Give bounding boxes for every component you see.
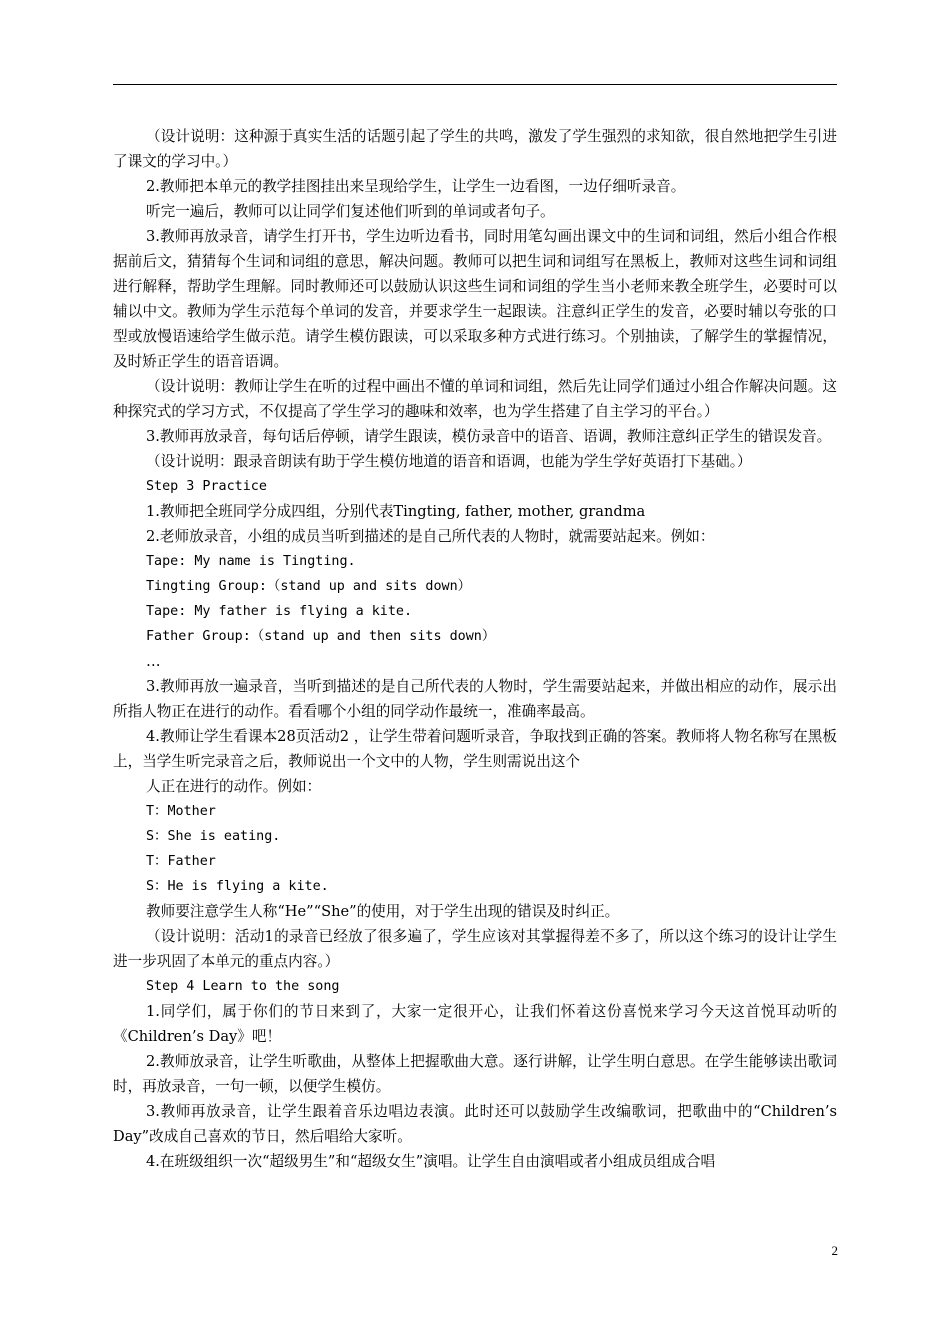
paragraph: 人正在进行的动作。例如： bbox=[146, 778, 322, 795]
paragraph: （设计说明：跟录音朗读有助于学生模仿地道的语音和语调，也能为学生学好英语打下基础。） bbox=[146, 453, 752, 470]
paragraph: 4.教师让学生看课本28页活动2 ，让学生带着问题听录音，争取找到正确的答案。教师将人物名称写在黑板上，当学生听完录音之后，教师说出一个文中的人物，学生则需说出这个 bbox=[113, 728, 837, 770]
paragraph: S：He is flying a kite. bbox=[146, 879, 329, 894]
paragraph: 2.老师放录音，小组的成员当听到描述的是自己所代表的人物时，就需要站起来。例如： bbox=[146, 528, 715, 545]
page-number: 2 bbox=[831, 1243, 838, 1258]
paragraph: Tingting Group:（stand up and sits down） bbox=[146, 579, 472, 594]
header-rule bbox=[113, 84, 837, 85]
paragraph: 3.教师再放一遍录音，当听到描述的是自己所代表的人物时，学生需要站起来，并做出相应的动作，展示出所指人物正在进行的动作。看看哪个小组的同学动作最统一，准确率最高。 bbox=[113, 678, 837, 720]
paragraph: 2.教师放录音，让学生听歌曲，从整体上把握歌曲大意。逐行讲解，让学生明白意思。在学生能够读出歌词时，再放录音，一句一顿，以便学生模仿。 bbox=[113, 1053, 837, 1095]
paragraph: 1.教师把全班同学分成四组，分别代表Tingting, father, mother, grandma bbox=[146, 503, 646, 520]
paragraph: Step 4 Learn to the song bbox=[146, 979, 340, 994]
paragraph: Tape: My father is flying a kite. bbox=[146, 604, 413, 619]
paragraph: （设计说明：这种源于真实生活的话题引起了学生的共鸣，激发了学生强烈的求知欲，很自然地把学生引进了课文的学习中。） bbox=[113, 128, 837, 170]
paragraph: 1.同学们，属于你们的节日来到了，大家一定很开心，让我们怀着这份喜悦来学习今天这首悦耳动听的《Children’s Day》吧！ bbox=[113, 1003, 837, 1045]
paragraph: … bbox=[146, 653, 161, 670]
paragraph: Step 3 Practice bbox=[146, 479, 267, 494]
paragraph: （设计说明：教师让学生在听的过程中画出不懂的单词和词组，然后先让同学们通过小组合作解决问题。这种探究式的学习方式，不仅提高了学生学习的趣味和效率，也为学生搭建了自主学习的平台。） bbox=[113, 378, 837, 420]
paragraph: 4.在班级组织一次“超级男生”和“超级女生”演唱。让学生自由演唱或者小组成员组成合唱 bbox=[146, 1153, 716, 1170]
document-body bbox=[113, 124, 837, 1174]
paragraph: 3.教师再放录音，让学生跟着音乐边唱边表演。此时还可以鼓励学生改编歌词，把歌曲中的“Children’s Day”改成自己喜欢的节日，然后唱给大家听。 bbox=[113, 1103, 837, 1145]
paragraph: Father Group:（stand up and then sits down） bbox=[146, 629, 496, 644]
paragraph: T：Father bbox=[146, 854, 216, 869]
paragraph: S：She is eating. bbox=[146, 829, 281, 844]
paragraph: 2.教师把本单元的教学挂图挂出来呈现给学生，让学生一边看图，一边仔细听录音。 bbox=[146, 178, 686, 195]
paragraph: 听完一遍后，教师可以让同学们复述他们听到的单词或者句子。 bbox=[146, 203, 555, 220]
paragraph: （设计说明：活动1的录音已经放了很多遍了，学生应该对其掌握得差不多了，所以这个练习的设计让学生进一步巩固了本单元的重点内容。） bbox=[113, 928, 837, 970]
paragraph: 教师要注意学生人称“He”“She”的使用，对于学生出现的错误及时纠正。 bbox=[146, 903, 620, 920]
paragraph: Tape: My name is Tingting. bbox=[146, 554, 356, 569]
paragraph: 3.教师再放录音，每句话后停顿，请学生跟读，模仿录音中的语音、语调，教师注意纠正学生的错误发音。 bbox=[146, 428, 832, 445]
paragraph: 3.教师再放录音，请学生打开书，学生边听边看书，同时用笔勾画出课文中的生词和词组，然后小组合作根据前后文，猜猜每个生词和词组的意思，解决问题。教师可以把生词和词组写在黑板上，教师对这些生词和词组进行解释，帮助学生理解。同时教师还可以鼓励认识这些生词和词组的学生当小老师来教全班学生，必要时可以辅以中文。教师为学生示范每个单词的发音，并要求学生一起跟读。注意纠正学生的发音，必要时辅以夸张的口型或放慢语速给学生做示范。请学生模仿跟读，可以采取多种方式进行练习。个别抽读，了解学生的掌握情况，及时矫正学生的语音语调。 bbox=[113, 228, 837, 370]
paragraph: T：Mother bbox=[146, 804, 216, 819]
